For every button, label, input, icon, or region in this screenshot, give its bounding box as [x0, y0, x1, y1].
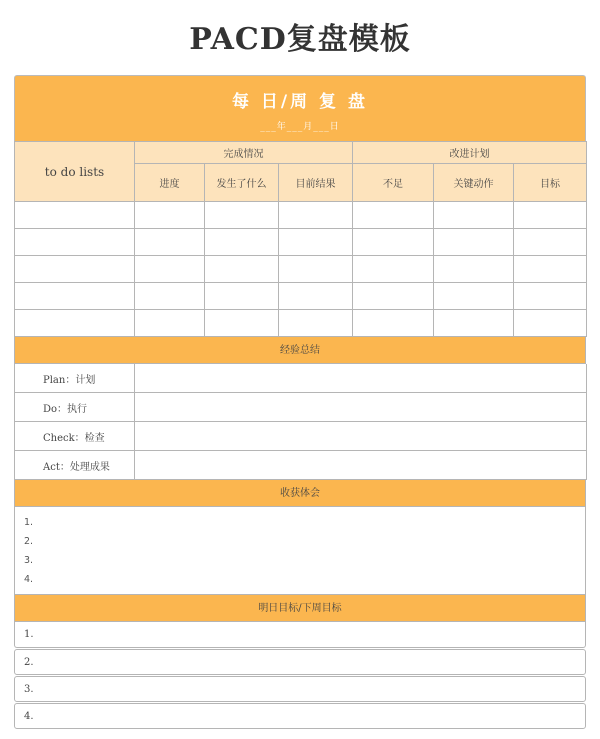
table-cell[interactable] [353, 283, 434, 310]
table-cell[interactable] [279, 202, 353, 229]
harvest-section-title: 收获体会 [14, 480, 586, 507]
page-title: PACD复盘模板 [189, 22, 411, 57]
pdca-input-act[interactable] [135, 451, 587, 480]
table-cell[interactable] [15, 283, 135, 310]
table-row [15, 202, 587, 229]
table-cell[interactable] [279, 283, 353, 310]
table-cell[interactable] [434, 229, 514, 256]
table-cell[interactable] [15, 202, 135, 229]
table-cell[interactable] [15, 229, 135, 256]
date-line: ___年___月___日 [260, 122, 340, 132]
pdca-input-check[interactable] [135, 422, 587, 451]
pdca-label-plan: Plan：计划 [15, 364, 135, 393]
table-cell[interactable] [205, 202, 279, 229]
table-cell[interactable] [434, 283, 514, 310]
table-cell[interactable] [135, 229, 205, 256]
col-header-shortcoming: 不足 [353, 164, 434, 202]
pdca-row-check [15, 422, 587, 451]
table-cell[interactable] [353, 229, 434, 256]
table-row [15, 229, 587, 256]
goal-item[interactable]: 3. [14, 676, 586, 702]
table-cell[interactable] [434, 256, 514, 283]
table-cell[interactable] [279, 310, 353, 337]
pdca-row-plan [15, 364, 587, 393]
table-cell[interactable] [514, 256, 587, 283]
pdca-label-do: Do：执行 [15, 393, 135, 422]
col-header-key-action: 关键动作 [434, 164, 514, 202]
table-cell[interactable] [353, 202, 434, 229]
table-cell[interactable] [514, 229, 587, 256]
table-cell[interactable] [514, 310, 587, 337]
pdca-row-act [15, 451, 587, 480]
goal-item[interactable]: 2. [14, 649, 586, 675]
todo-header: to do lists [15, 142, 135, 202]
table-cell[interactable] [205, 310, 279, 337]
group-header-done: 完成情况 [135, 142, 353, 164]
table-cell[interactable] [514, 283, 587, 310]
review-header [14, 75, 586, 141]
experience-section-title: 经验总结 [14, 337, 586, 364]
table-cell[interactable] [514, 202, 587, 229]
table-cell[interactable] [205, 229, 279, 256]
table-cell[interactable] [135, 310, 205, 337]
goals-section-title: 明日目标/下周目标 [14, 595, 586, 622]
table-cell[interactable] [15, 310, 135, 337]
table-cell[interactable] [135, 256, 205, 283]
table-cell[interactable] [15, 256, 135, 283]
harvest-item: 4. [24, 574, 34, 585]
table-cell[interactable] [434, 202, 514, 229]
col-header-progress: 进度 [135, 164, 205, 202]
harvest-item: 1. [24, 517, 34, 528]
pdca-input-plan[interactable] [135, 364, 587, 393]
pdca-input-do[interactable] [135, 393, 587, 422]
table-cell[interactable] [135, 283, 205, 310]
table-row [15, 256, 587, 283]
harvest-item: 2. [24, 536, 34, 547]
table-cell[interactable] [205, 283, 279, 310]
table-row [15, 310, 587, 337]
table-cell[interactable] [353, 310, 434, 337]
experience-table [14, 364, 587, 480]
col-header-goal: 目标 [514, 164, 587, 202]
table-row [15, 283, 587, 310]
pdca-label-act: Act：处理成果 [15, 451, 135, 480]
pdca-row-do [15, 393, 587, 422]
table-cell[interactable] [135, 202, 205, 229]
harvest-item: 3. [24, 555, 34, 566]
review-title: 每 日/周 复 盘 [232, 92, 368, 112]
col-header-current-result: 目前结果 [279, 164, 353, 202]
todo-table [14, 141, 587, 337]
table-cell[interactable] [205, 256, 279, 283]
table-cell[interactable] [434, 310, 514, 337]
table-cell[interactable] [279, 229, 353, 256]
goal-item[interactable]: 4. [14, 703, 586, 729]
table-cell[interactable] [353, 256, 434, 283]
review-sheet [14, 75, 586, 729]
col-header-what-happened: 发生了什么 [205, 164, 279, 202]
group-header-improve: 改进计划 [353, 142, 587, 164]
table-cell[interactable] [279, 256, 353, 283]
goal-item[interactable]: 1. [14, 622, 586, 648]
goals-list [14, 622, 586, 729]
pdca-label-check: Check：检查 [15, 422, 135, 451]
harvest-box[interactable] [14, 507, 586, 595]
